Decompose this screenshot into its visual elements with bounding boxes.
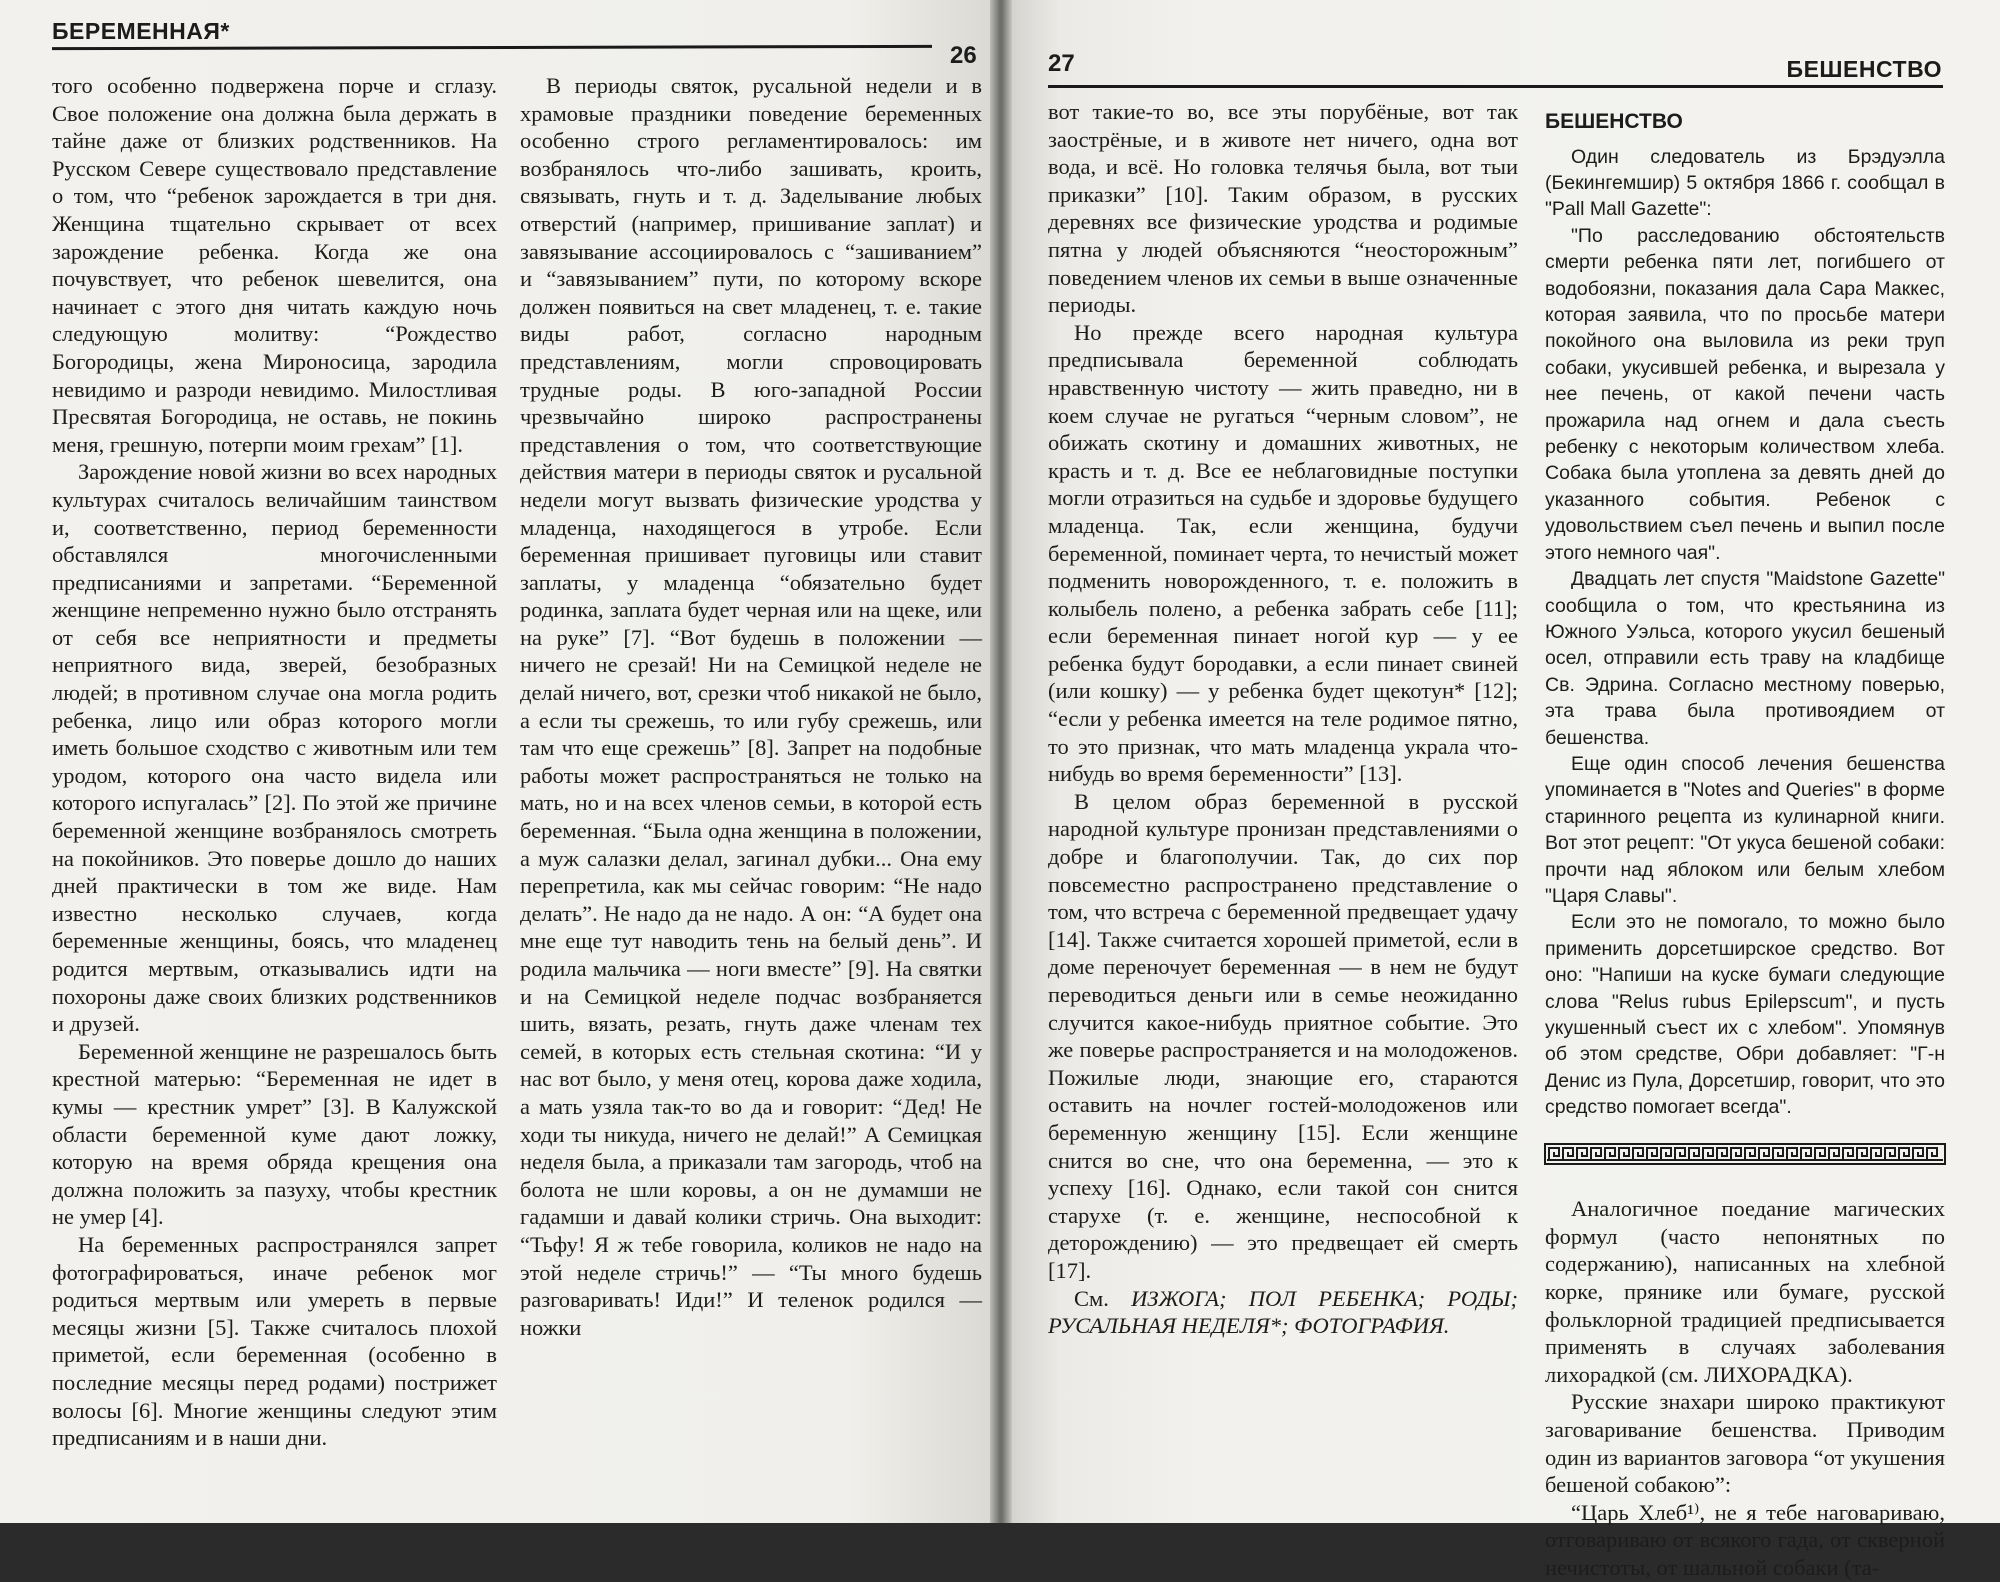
paragraph: Но прежде всего народная культура предписывала беременной соблюдать нравственную чистоту — жить праведно, ни в коем случае не ругаться “черным словом”, не обижать скотину и домашних животных, не красть и т. д. Все ее неблаговидные поступки могли отразиться на судьбе и здоровье будущего младенца. Так, если женщина, будучи беременной, поминает черта, то нечистый может подменить новорожденного, т. е. положить в колыбель полено, а ребенка забрать себе [11]; если беременная пинает ногой кур — у ее ребенка будут бородавки, а если пинает свиней (или кошку) — у ребенка будет щекотун* [12]; “если у ребенка имеется на теле родимое пятно, то это признак, что мать младенца украла что-нибудь во время беременности” [13]. [1048,319,1518,787]
paragraph: В целом образ беременной в русской народной культуре пронизан представлениями о добре и благополучии. Так, до сих пор повсеместно распространено представление о том, что встреча с беременной предвещает удачу [14]. Также считается хорошей приметой, если в доме переночует беременная — в нем не будут переводиться деньги или в семье неожиданно случится какое-нибудь приятное событие. Это же поверье распространяется и на молодоженов. Пожилые люди, знающие его, стараются оставить на ночлег гостей-молодоженов или беременную женщину [15]. Если женщине снится во сне, что она беременна, — это к успеху [16]. Однако, если такой сон снится старухе (т. е. женщине, неспособной к деторождению) — это предвещает ей смерть [17]. [1048,788,1518,1283]
paragraph: На беременных распространялся запрет фотографироваться, иначе ребенок мог родиться мертвым или умереть в первые месяцы жизни [5]. Также считалось плохой приметой, если беременная (особенно в последние месяцы перед родами) пострижет волосы [6]. Многие женщины следуют этим предписаниям и в наши дни. [52,1231,497,1451]
header-rule-right [1048,85,1943,88]
running-head-right: БЕШЕНСТВО [1786,56,1942,82]
see-also [1048,1285,1518,1340]
column-left-2 [520,72,982,1341]
paragraph: Русские знахари широко практикуют заговаривание бешенства. Приводим один из вариантов заговора “от укушения бешеной собакою”: [1545,1389,1945,1498]
right-page [1000,0,2000,1580]
running-head-left: БЕРЕМЕННАЯ* [52,18,230,44]
paragraph: Беременной женщине не разрешалось быть крестной матерью: “Беременная не идет в кумы — крестник умрет” [3]. В Калужской области беременной куме дают ложку, которую на время обряда крещения она должна положить за пазуху, чтобы крестник не умер [4]. [52,1038,497,1230]
column-right-1 [1048,98,1518,1340]
sans-block [1545,144,1945,1121]
column-right-2 [1545,98,1945,1582]
paragraph: “Царь Хлеб¹⁾, не я тебе наговариваю, отговариваю от всякого гада, от скверной нечистоты, от шальной собаки (та- [1545,1499,1945,1580]
paragraph: Аналогичное поедание магических формул (часто непонятных по содержанию), написанных на хлебной корке, прянике или бумаге, русской фольклорной традицией предписывается применять в случаях заболевания лихорадкой (см. ЛИХОРАДКА). [1545,1196,1945,1387]
paragraph: В периоды святок, русальной недели и в храмовые праздники поведение беременных особенно строго регламентировалось: им возбранялось что-либо зашивать, кроить, связывать, гнуть и т. д. Заделывание любых отверстий (например, пришивание заплат) и завязывание ассоциировалось с “зашиванием” и “завязыванием” пути, по которому вскоре должен появиться на свет младенец, т. е. такие виды работ, согласно народным представлениям, могли спровоцировать трудные роды. В юго-западной России чрезвычайно широко распространены представления о том, что соответствующие действия матери в периоды святок и русальной недели могут вызвать физические уродства у младенца, находящегося в утробе. Если беременная пришивает пуговицы или ставит заплаты, у младенца “обязательно будет родинка, заплата будет черная или на щеке, или на руке” [7]. “Вот будешь в положении — ничего не срезай! Ни на Семицкой неделе не делай ничего, вот, срезки чтоб никакой не было, а если ты срежешь, то или губу срежешь, или там что еще срежешь” [8]. Запрет на подобные работы может распространяться не только на мать, но и на всех членов семьи, в которой есть беременная. “Была одна женщина в положении, а муж салазки делал, загинал дубки... Она ему перепретила, как мы сейчас говорим: “Не надо делать”. Не надо да не надо. А он: “А будет она мне еще тут наводить тень на белый день”. И родила мальчика — ноги вместе” [9]. На святки и на Семицкой неделе подчас возбраняется шить, вязать, резать, гнуть даже членам тех семей, в которых есть стельная скотина: “И у нас вот было, у меня отец, корова даже ходила, а мать узяла так-то во да и говорит: “Дед! Не ходи ты никуда, ничего не делай!” А Семицкая неделя была, а приказали там загородь, чтоб на болота не шли коровы, а он не думамши не гадамши и давай колики стричь. Она выходит: “Тьфу! Я ж тебе говорила, коликов не надо на этой неделе стричь!” — “Ты много будешь разговаривать! Иди!” И теленок родился — ножки [520,73,982,1340]
page-number-right: 27 [1048,50,1075,77]
paragraph: "По расследованию обстоятельств смерти ребенка пяти лет, погибшего от водобоязни, показания дала Сара Маккес, которая заявила, что по просьбе матери покойного она выловила из реки труп собаки, укусившей ребенка, и вырезала у нее печень, от какой печени часть прожарила над огнем и дала съесть ребенку с некоторым количеством хлеба. Собака была утоплена за девять дней до указанного события. Ребенок с удовольствием съел печень и выпил после этого немного чая". [1545,224,1945,564]
paragraph: того особенно подвержена порче и сглазу. Свое положение она должна была держать в тайне даже от близких родственников. На Русском Севере существовало представление о том, что “ребенок зарождается в три дня. Женщина тщательно скрывает от всех зарождение ребенка. Когда же она почувствует, что ребенок шевелится, она начинает с этого дня читать каждую ночь следующую молитву: “Рождество Богородицы, жена Мироносица, зародила невидимо и разроди невидимо. Милостливая Пресвятая Богородица, не оставь, не покинь меня, грешную, потерпи моим грехам” [1]. [52,73,497,457]
paragraph: Еще один способ лечения бешенства упоминается в "Notes and Queries" в форме старинного рецепта из кулинарной книги. Вот этот рецепт: "От укуса бешеной собаки: прочти над яблоком или белым хлебом "Царя Славы". [1545,752,1945,907]
see-also-refs: ИЗЖОГА; ПОЛ РЕБЕНКА; РОДЫ; РУСАЛЬНАЯ НЕДЕЛЯ*; ФОТОГРАФИЯ. [1048,1285,1518,1339]
header-rule-left [52,45,932,50]
article-title: БЕШЕНСТВО [1545,110,1683,133]
paragraph: Если это не помогало, то можно было применить дорсетширское средство. Вот оно: "Напиши на куске бумаги следующие слова "Relus rubus Epilepscum", и пусть укушенный съест их с хлебом". Упомянув об этом средстве, Обри добавляет: "Г-н Денис из Пула, Дорсетшир, говорит, что это средство помогает всегда". [1545,911,1945,1119]
page-number-left: 26 [950,42,977,69]
column-left-1 [52,72,497,1452]
paragraph: Двадцать лет спустя "Maidstone Gazette" сообщила о том, что крестьянина из Южного Уэльса, которого укусил бешеный осел, отправили есть траву на кладбище Св. Эдрина. Согласно местному поверью, эта трава была противоядием от бешенства. [1545,568,1945,749]
left-page [0,0,1000,1523]
paragraph: вот такие-то во, все эты порубёные, вот так заострёные, и в животе нет ничего, одна вот вода, и всё. Но головка телячья была, вот тыи приказки” [10]. Таким образом, в русских деревнях все физические уродства и родимые пятна у людей объясняются “неосторожным” поведением членов их семьи в выше означенные периоды. [1048,99,1518,318]
paragraph: Зарождение новой жизни во всех народных культурах считалось величайшим таинством и, соответственно, период беременности обставлялся многочисленными предписаниями и запретами. “Беременной женщине непременно нужно было отстранять от себя все неприятности и предметы неприятного вида, зверей, безобразных людей; в противном случае она могла родить ребенка, лицо или образ которого могли иметь большое сходство с животным или тем уродом, которого она часто видела или которого испугалась” [2]. По этой же причине беременной женщине возбранялось смотреть на покойников. Это поверье дошло до наших дней практически в том же виде. Нам известно несколько случаев, когда беременные женщины, боясь, что младенец родится мертвым, отказывались идти на похороны даже своих близких родственников и друзей. [52,459,497,1037]
greek-key-ornament [1545,1143,1945,1172]
book-gutter [990,0,1012,1523]
see-also-prefix: См. [1074,1285,1132,1311]
paragraph: Один следователь из Брэдуэлла (Бекингемшир) 5 октября 1866 г. сообщал в "Pall Mall Gazette": [1545,145,1945,221]
